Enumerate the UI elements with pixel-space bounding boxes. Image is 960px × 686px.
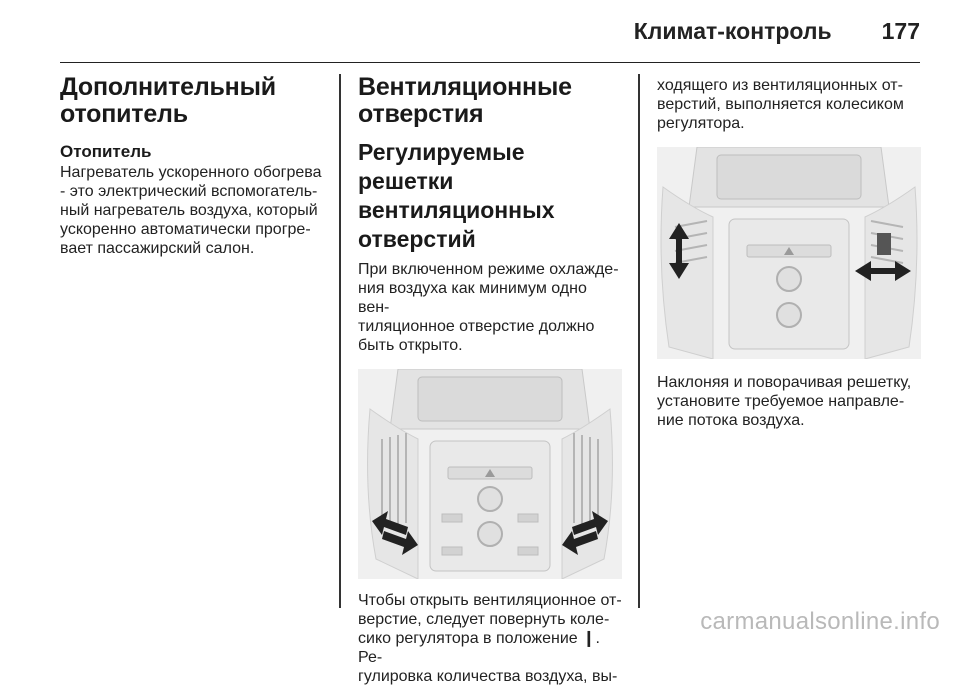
airflow-paragraph: ходящего из вентиляционных от- верстий, выполняется колесиком регулятора. xyxy=(657,77,904,132)
heading-auxiliary-heater: Дополнительный отопитель xyxy=(60,73,276,128)
column-2 xyxy=(358,74,622,686)
column-3 xyxy=(657,74,921,430)
heater-description: Нагреватель ускоренного обогрева - это электрический вспомогатель- ный нагреватель воздуха, который ускоренно автоматически прогре- вает пассажирский салон. xyxy=(60,164,322,257)
dashboard-vent-illustration-1 xyxy=(358,369,622,579)
figure-thumbwheel xyxy=(358,369,622,579)
dashboard-vent-illustration-2 xyxy=(657,147,921,359)
header-rule xyxy=(60,62,920,63)
subheading-adjustable-vents: Регулируемые решетки вентиляционных отверстий xyxy=(358,139,555,252)
column-divider-2 xyxy=(638,74,640,608)
figure-louvres xyxy=(657,147,921,359)
page-number: 177 xyxy=(881,18,920,44)
louvre-tab-icon xyxy=(877,233,891,255)
vents-open-paragraph: При включенном режиме охлажде- ния воздуха как минимум одно вен- тиляционное отверстие должно быть открыто. xyxy=(358,261,619,354)
watermark: carmanualsonline.info xyxy=(700,608,940,635)
subheading-heater: Отопитель xyxy=(60,142,152,161)
thumbwheel-paragraph: Чтобы открыть вентиляционное от- верстие, следует повернуть коле- сико регулятора в положение ❙. Ре- гулировка количества воздуха, вы- xyxy=(358,592,622,685)
louvre-direction-paragraph: Наклоняя и поворачивая решетку, установите требуемое направле- ние потока воздуха. xyxy=(657,374,912,429)
running-header xyxy=(60,18,920,45)
section-title: Климат-контроль xyxy=(633,18,832,44)
heading-air-vents: Вентиляционные отверстия xyxy=(358,73,572,128)
column-1 xyxy=(60,74,322,258)
column-divider-1 xyxy=(339,74,341,608)
